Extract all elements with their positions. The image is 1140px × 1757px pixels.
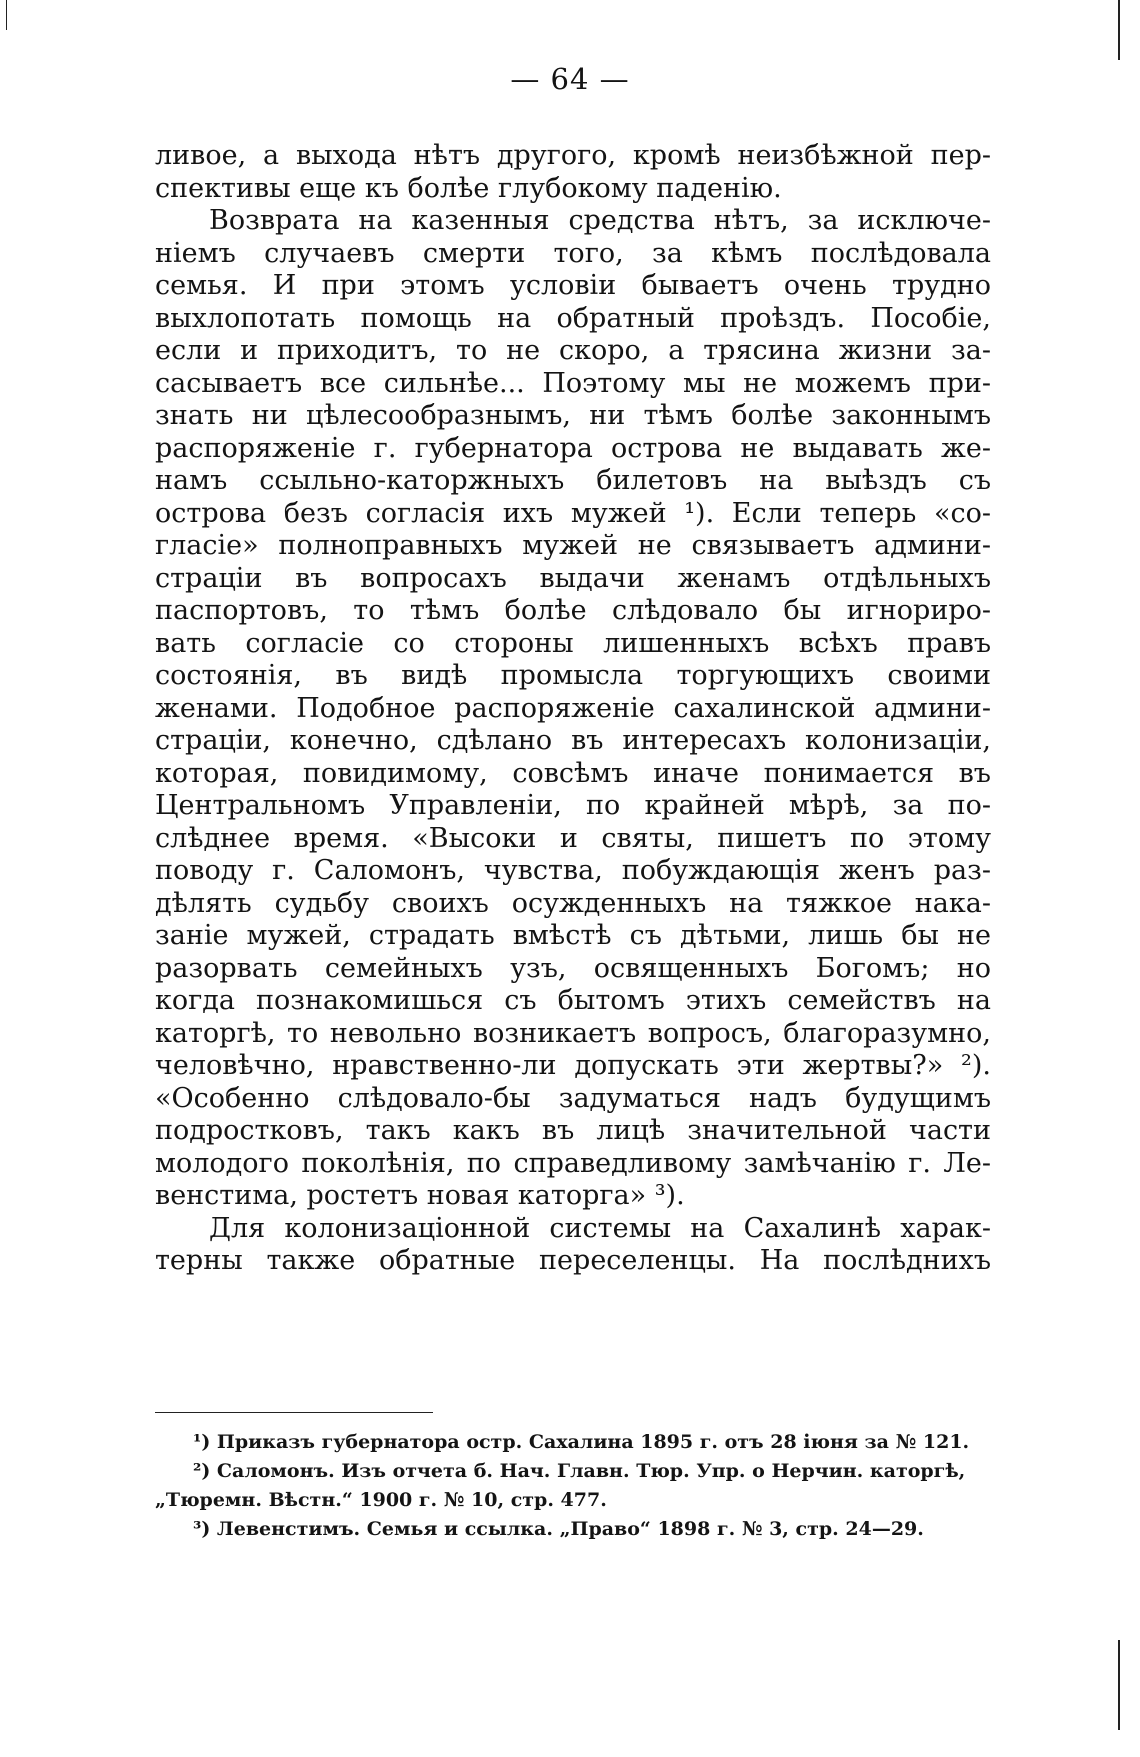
text-line: состоянія, въ видѣ промысла торгующихъ своими <box>155 660 991 691</box>
text-line: поводу г. Саломонъ, чувства, побуждающія женъ раз- <box>155 855 991 886</box>
text-line: острова безъ согласія ихъ мужей ¹). Если теперь «со- <box>155 497 991 529</box>
footnote-2: ²) Саломонъ. Изъ отчета б. Нач. Главн. Тюр. Упр. о Нерчин. каторгѣ, <box>193 1460 966 1482</box>
text-line: молодого поколѣнія, по справедливому замѣчанію г. Ле- <box>155 1147 991 1179</box>
text-line: Возврата на казенныя средства нѣтъ, за исключе- <box>209 205 991 236</box>
text-line: распоряженіе г. губернатора острова не выдавать же- <box>155 432 991 464</box>
text-line: намъ ссыльно-каторжныхъ билетовъ на выѣздъ съ <box>155 465 991 496</box>
text-line: ніемъ случаевъ смерти того, за кѣмъ послѣдовала <box>155 237 991 269</box>
text-line: подростковъ, такъ какъ въ лицѣ значительной части <box>155 1115 991 1146</box>
text-line: Центральномъ Управленіи, по крайней мѣрѣ, за по- <box>155 790 991 821</box>
footnote-1: ¹) Приказъ губернатора остр. Сахалина 1895 г. отъ 28 іюня за № 121. <box>193 1431 970 1453</box>
text-line: гласіе» полноправныхъ мужей не связываетъ админи- <box>155 530 991 561</box>
footnote-2-continuation: „Тюремн. Вѣстн.“ 1900 г. № 10, стр. 477. <box>155 1489 607 1511</box>
text-line: венстима, ростетъ новая каторга» ³). <box>155 1180 685 1211</box>
text-line: страціи въ вопросахъ выдачи женамъ отдѣльныхъ <box>155 562 991 594</box>
text-line: дѣлять судьбу своихъ осужденныхъ на тяжкое нака- <box>155 887 991 919</box>
text-line: страціи, конечно, сдѣлано въ интересахъ колонизаціи, <box>155 725 991 756</box>
text-line: сасываетъ все сильнѣе... Поэтому мы не можемъ при- <box>155 367 991 399</box>
text-line: Для колонизаціонной системы на Сахалинѣ харак- <box>209 1212 991 1244</box>
text-line: терны также обратные переселенцы. На послѣднихъ <box>155 1245 991 1276</box>
text-line: слѣднее время. «Высоки и святы, пишетъ по этому <box>155 822 991 854</box>
body-text <box>155 140 991 1278</box>
text-line: вать согласіе со стороны лишенныхъ всѣхъ правъ <box>155 627 991 659</box>
text-line: заніе мужей, страдать вмѣстѣ съ дѣтьми, лишь бы не <box>155 920 991 951</box>
text-line: женами. Подобное распоряженіе сахалинской админи- <box>155 692 991 724</box>
text-line: «Особенно слѣдовало-бы задуматься надъ будущимъ <box>155 1082 991 1114</box>
scan-edge-line <box>1118 1640 1120 1730</box>
footnotes <box>155 1428 991 1544</box>
footnote-3: ³) Левенстимъ. Семья и ссылка. „Право“ 1898 г. № 3, стр. 24—29. <box>193 1518 924 1540</box>
text-line: знать ни цѣлесообразнымъ, ни тѣмъ болѣе законнымъ <box>155 400 991 431</box>
page-number: — 64 — <box>510 62 630 96</box>
text-line: паспортовъ, то тѣмъ болѣе слѣдовало бы игнориро- <box>155 595 991 626</box>
scan-edge-line <box>1118 0 1120 60</box>
text-line: каторгѣ, то невольно возникаетъ вопросъ, благоразумно, <box>155 1017 991 1049</box>
text-line: выхлопотать помощь на обратный проѣздъ. Пособіе, <box>155 302 991 334</box>
scan-edge-line <box>6 0 7 30</box>
text-line: человѣчно, нравственно-ли допускать эти жертвы?» ²). <box>155 1050 991 1081</box>
text-line: если и приходитъ, то не скоро, а трясина жизни за- <box>155 335 991 366</box>
text-line: семья. И при этомъ условіи бываетъ очень трудно <box>155 270 991 301</box>
text-line: спективы еще къ болѣе глубокому паденію. <box>155 172 782 204</box>
footnote-divider <box>155 1412 433 1413</box>
text-line: ливое, а выхода нѣтъ другого, кромѣ неизбѣжной пер- <box>155 140 991 171</box>
text-line: когда познакомишься съ бытомъ этихъ семействъ на <box>155 985 991 1016</box>
text-line: которая, повидимому, совсѣмъ иначе понимается въ <box>155 757 991 789</box>
text-line: разорвать семейныхъ узъ, освященныхъ Богомъ; но <box>155 952 991 984</box>
